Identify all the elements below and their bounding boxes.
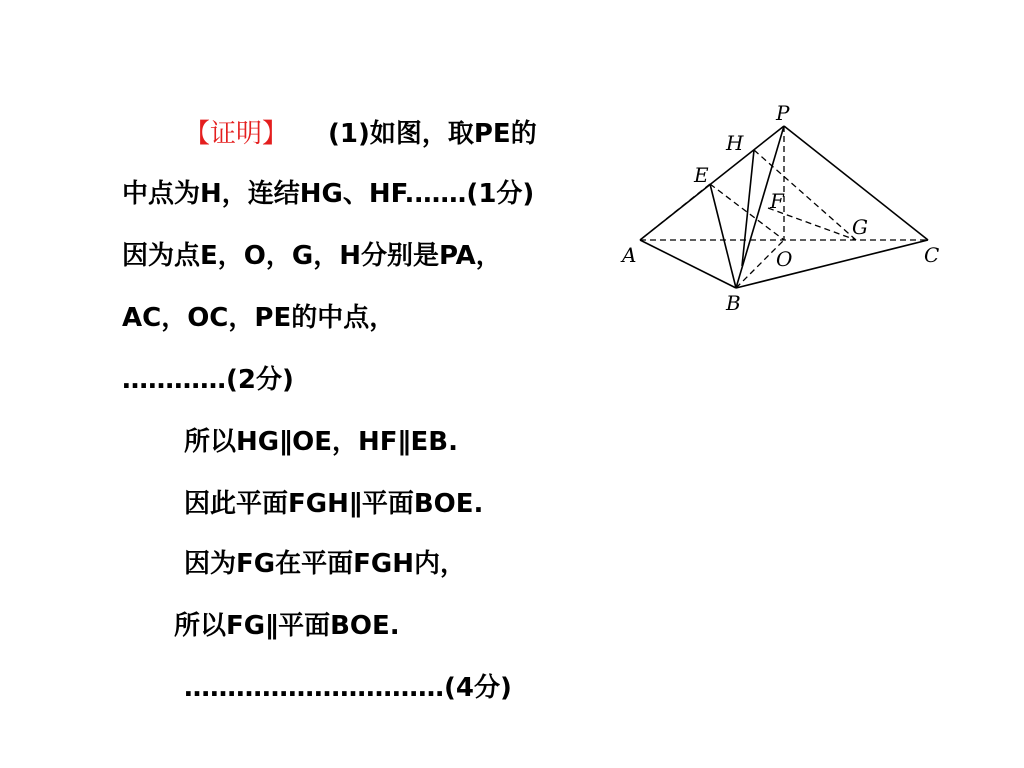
edge-BC xyxy=(736,240,928,288)
label-B: B xyxy=(726,291,741,315)
label-P: P xyxy=(776,101,790,125)
label-F: F xyxy=(770,189,784,213)
label-C: C xyxy=(924,243,940,267)
geometry-figure xyxy=(618,98,954,320)
proof-line-10: …………………………(4分) xyxy=(184,673,512,703)
proof-heading-line xyxy=(184,116,537,152)
proof-tag: 【证明】 xyxy=(184,119,289,149)
edge-EB xyxy=(710,184,736,288)
proof-line-3: 因为点E，O，G，H分别是PA， xyxy=(122,241,502,271)
label-O: O xyxy=(776,247,793,271)
label-G: G xyxy=(852,215,868,239)
proof-line-8: 因为FG在平面FGH内， xyxy=(184,549,466,579)
proof-line-2: 中点为H，连结HG、HF.……(1分) xyxy=(122,179,535,209)
proof-line-7: 因此平面FGH∥平面BOE. xyxy=(184,489,484,519)
proof-line-9: 所以FG∥平面BOE. xyxy=(174,611,400,641)
proof-line-4: AC，OC，PE的中点， xyxy=(122,303,396,333)
proof-line-6: 所以HG∥OE，HF∥EB. xyxy=(184,427,458,457)
label-H: H xyxy=(726,131,744,155)
edge-AB xyxy=(640,240,736,288)
label-A: A xyxy=(622,243,637,267)
proof-line-1: (1)如图，取PE的 xyxy=(328,119,537,149)
proof-line-5: …………(2分) xyxy=(122,365,294,395)
label-E: E xyxy=(694,163,709,187)
